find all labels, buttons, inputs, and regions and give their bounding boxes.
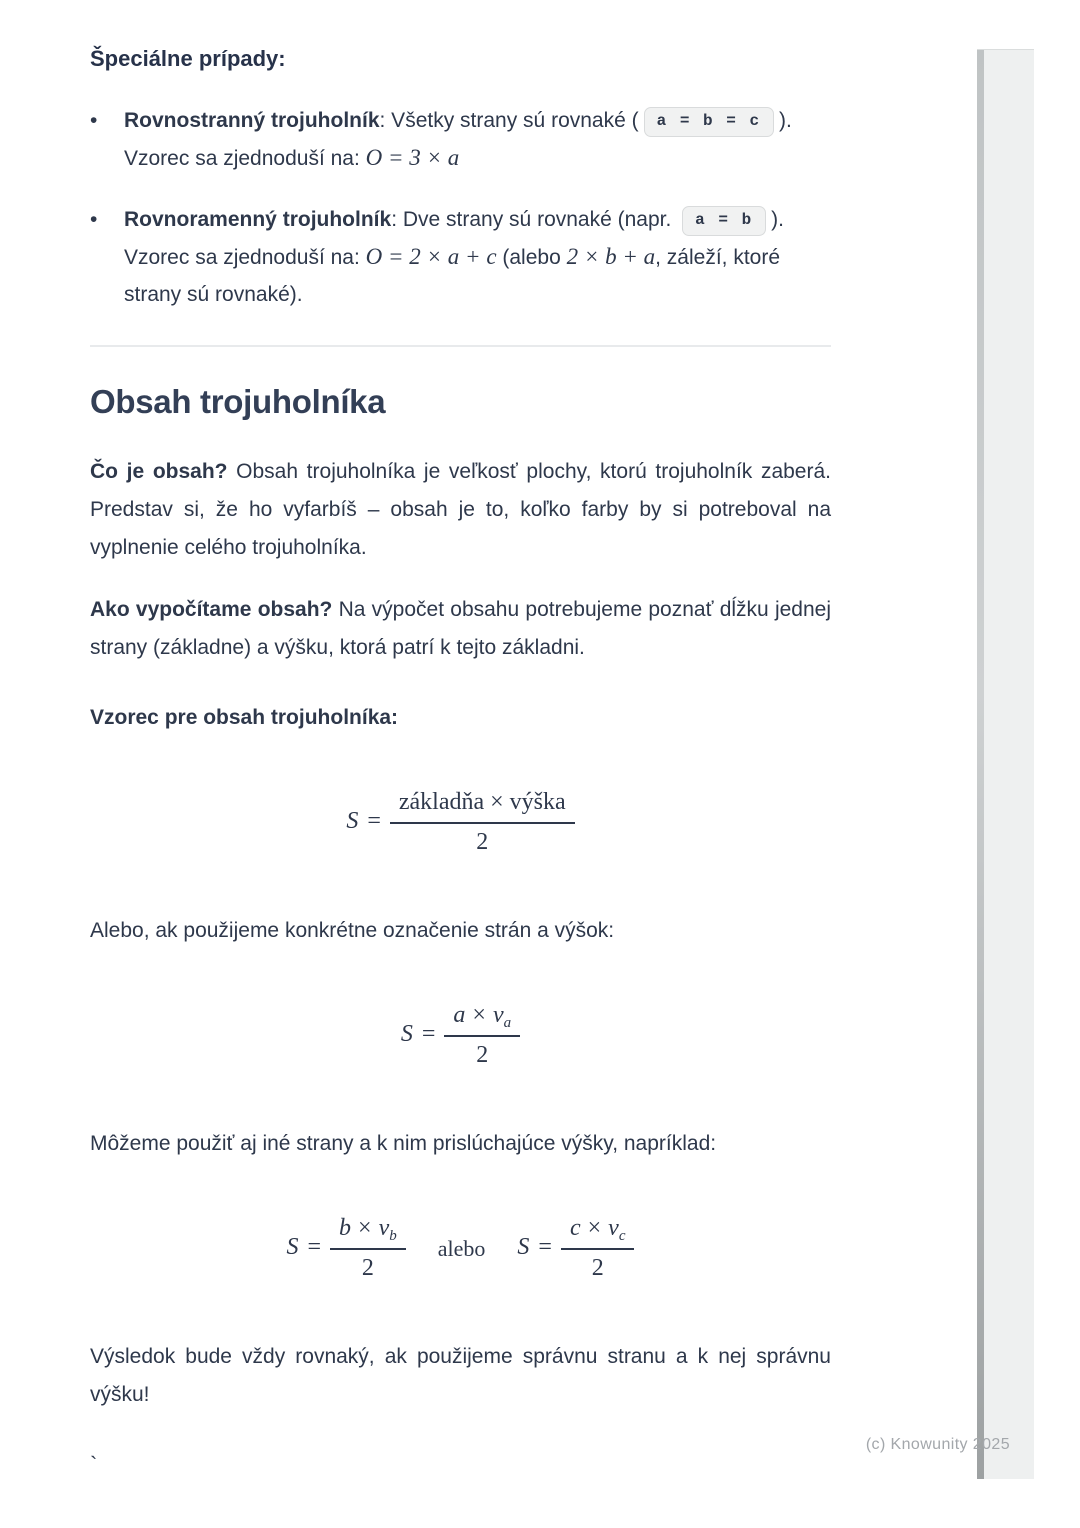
term-label: Rovnostranný trojuholník	[124, 109, 380, 132]
paragraph-what-is-area	[90, 453, 831, 567]
formula-area-side-a	[90, 1002, 831, 1069]
document-content	[90, 46, 831, 1480]
equals-sign: =	[307, 1234, 322, 1261]
formula-label: Vzorec sa zjednoduší na:	[124, 147, 366, 170]
height-variable: v	[378, 1215, 390, 1241]
inline-math: O = 3 × a	[365, 145, 460, 170]
fraction-denominator: 2	[476, 1042, 489, 1068]
fraction-numerator	[330, 1215, 406, 1250]
formula-lhs: S	[517, 1234, 530, 1261]
special-cases-heading: Špeciálne prípady:	[90, 46, 286, 71]
equals-sign: =	[367, 808, 381, 835]
side-variable: b	[339, 1215, 352, 1241]
formula-intro-label: Vzorec pre obsah trojuholníka:	[90, 706, 399, 729]
fraction	[444, 1002, 520, 1069]
fraction	[561, 1215, 635, 1282]
bullet-icon: •	[90, 109, 98, 132]
height-variable: v	[492, 1002, 504, 1028]
paragraph-alternative-notation: Alebo, ak použijeme konkrétne označenie strán a výšok:	[90, 919, 615, 942]
formula-lhs: S	[286, 1234, 299, 1261]
special-cases-list	[90, 102, 831, 313]
lead-bold: Ako vypočítame obsah?	[90, 598, 333, 621]
inline-code-chip: a = b	[682, 206, 766, 236]
scrollbar-track[interactable]	[977, 50, 984, 1479]
paragraph-conclusion: Výsledok bude vždy rovnaký, ak použijeme správnu stranu a k nej správnu výšku!	[90, 1345, 831, 1406]
term-label: Rovnoramenný trojuholník	[124, 208, 392, 231]
item-text: , záleží, ktoré strany sú rovnaké).	[124, 246, 781, 306]
bullet-icon: •	[90, 208, 98, 231]
inline-code-chip: a = b = c	[644, 107, 774, 137]
formula-lhs: S	[400, 1021, 413, 1048]
paragraph-other-sides: Môžeme použiť aj iné strany a k nim prislúchajúce výšky, napríklad:	[90, 1132, 717, 1155]
equals-sign: =	[538, 1234, 552, 1261]
item-text: (alebo	[496, 246, 567, 269]
height-subscript: c	[618, 1228, 626, 1244]
fraction	[330, 1215, 406, 1282]
stray-backtick-char: `	[90, 1452, 98, 1477]
paragraph-how-to-compute	[90, 591, 831, 667]
formula-area-sides-b-c	[90, 1215, 831, 1282]
list-item-body	[124, 201, 831, 313]
formula-lhs: S	[346, 808, 359, 835]
side-variable: a	[453, 1002, 466, 1028]
page-edge-panel	[977, 49, 1034, 1479]
inline-math: O = 2 × a + c	[365, 244, 497, 269]
item-text: ).	[779, 109, 792, 132]
fraction-numerator	[561, 1215, 635, 1250]
list-item	[90, 102, 831, 177]
list-item	[90, 201, 831, 313]
formula-b-group	[287, 1215, 406, 1282]
connector-word: alebo	[437, 1235, 486, 1261]
fraction	[390, 789, 575, 856]
formula-label: Vzorec sa zjednoduší na:	[124, 246, 366, 269]
fraction-denominator: 2	[476, 829, 489, 855]
copyright-footer: (c) Knowunity 2025	[865, 1436, 1010, 1453]
item-text: : Všetky strany sú rovnaké (	[379, 109, 639, 132]
item-text: : Dve strany sú rovnaké (napr.	[391, 208, 678, 231]
multiplication-sign: ×	[587, 1215, 602, 1241]
multiplication-sign: ×	[358, 1215, 372, 1241]
fraction-numerator: základňa × výška	[390, 789, 575, 824]
equals-sign: =	[421, 1021, 436, 1048]
paragraph-text: Obsah trojuholníka je veľkosť plochy, ktorú trojuholník zaberá. Predstav si, že ho vyfarbíš – obsah je to, koľko farby by si potreboval na vyplnenie celého trojuholníka.	[90, 460, 831, 559]
fraction-numerator	[444, 1002, 520, 1037]
height-variable: v	[608, 1215, 619, 1241]
fraction-denominator: 2	[361, 1255, 374, 1281]
section-title: Obsah trojuholníka	[90, 383, 386, 420]
formula-area-general	[90, 789, 831, 856]
list-item-body	[124, 102, 831, 177]
side-variable: c	[569, 1215, 581, 1241]
lead-bold: Čo je obsah?	[90, 460, 228, 483]
height-subscript: a	[503, 1015, 512, 1031]
height-subscript: b	[389, 1228, 397, 1244]
multiplication-sign: ×	[472, 1002, 486, 1028]
inline-math: 2 × b + a	[566, 244, 656, 269]
formula-c-group	[517, 1215, 634, 1282]
fraction-denominator: 2	[591, 1255, 604, 1281]
item-text: ).	[771, 208, 784, 231]
section-divider	[90, 345, 831, 347]
paragraph-text: Na výpočet obsahu potrebujeme poznať dĺžku jednej strany (základne) a výšku, ktorá patrí k tejto základni.	[90, 598, 832, 659]
